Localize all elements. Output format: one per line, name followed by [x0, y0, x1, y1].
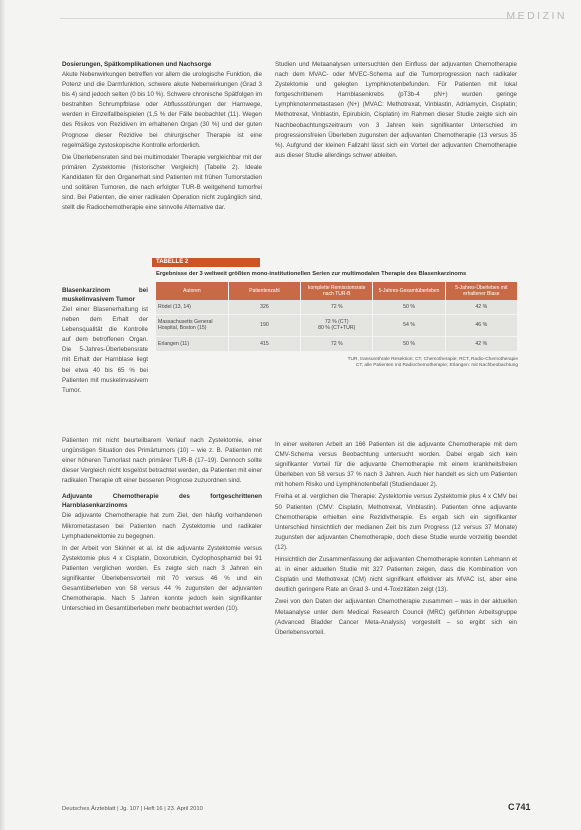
heading-adjuvante-chemotherapie: Adjuvante Chemotherapie des fortgeschrittenen Harnblasenkarzinoms	[62, 493, 262, 510]
table-caption: Ergebnisse der 3 weltweit größten mono-institutionellen Serien zur multimodalen Therapie des Blasenkarzinoms	[156, 271, 467, 277]
table-cell: Rödel (13, 14)	[156, 300, 228, 315]
page-number-value: 741	[515, 802, 531, 812]
heading-blasenkarzinom: Blasenkarzinom bei muskelinvasivem Tumor	[62, 287, 148, 303]
right-column-bottom	[275, 440, 517, 640]
paragraph: Freiha et al. verglichen die Therapie: Zystektomie versus Zystektomie plus 4 x CMV bei 50 Patienten (CMV: Cisplatin, Methotrexat, Vinblastin). Patienten ohne adjuvante Chemotherapie erhielten eine Rezidivtherapie. Es ergab sich ein signifikanter Unterschied hinsichtlich der medianen Zeit bis zum Progress (12 versus 37 Monate) zugunsten der adjuvanten Chemotherapie, doch diese Studie wurde vorzeitig beendet (12).	[275, 493, 517, 551]
paragraph: Die Überlebensraten sind bei multimodaler Therapie vergleichbar mit der primären Zystektomie (historischer Vergleich) (Tabelle 2). Ideale Kandidaten für den Organerhalt sind Patienten mit frühen Tumorstadien und solitären Tumoren, die nach erfolgter TUR-B weitgehend tumorfrei sind. Bei Patienten, die einer radikalen Operation nicht zugänglich sind, stellt die Radiochemotherapie eine sinnvolle Alternative dar.	[62, 153, 262, 212]
table-cell: Massachusetts General Hospital, Boston (15)	[156, 315, 228, 336]
table-cell: 72 %	[301, 336, 373, 351]
table-footnote: TUR, transurethrale Resektion; CT, Chemotherapie; RCT, Radio-Chemotherapie	[347, 356, 518, 362]
page-number	[508, 802, 531, 812]
right-column-top	[275, 60, 517, 163]
table-cell: 42 %	[445, 300, 517, 315]
table-cell: 190	[228, 315, 300, 336]
header-rule	[60, 18, 520, 19]
table-cell: 415	[228, 336, 300, 351]
table-row	[156, 336, 518, 351]
table-row	[156, 300, 518, 315]
table-cell: 46 %	[445, 315, 517, 336]
journal-footer: Deutsches Ärzteblatt | Jg. 107 | Heft 16 | 23. April 2010	[62, 806, 203, 812]
left-column-mid2	[62, 286, 148, 398]
table-header-bladder-survival: 5-Jahres-Überleben mit erhaltener Blase	[445, 282, 517, 300]
table-row	[156, 315, 518, 336]
table-cell: Erlangen (11)	[156, 336, 228, 351]
table-header-authors: Autoren	[156, 282, 228, 300]
table-cell: 72 %	[301, 300, 373, 315]
page-prefix: C	[508, 802, 515, 812]
table-cell: 50 %	[373, 300, 445, 315]
section-title: MEDIZIN	[506, 10, 567, 22]
table-label: TABELLE 2	[152, 258, 260, 267]
table-cell: 50 %	[373, 336, 445, 351]
paragraph: In der Arbeit von Skinner et al. ist die adjuvante Zystektomie versus Zystektomie plus 4 x Cisplatin, Doxorubicin, Cyclophosphamid bei 91 Patienten verglichen worden. Es zeigte sich nach 3 Jahren ein signifikanter Überlebensvorteil mit 70 versus 46 % und ein Gesamtüberleben von 58 versus 44 % zugunsten der adjuvanten Chemotherapie. Nach 5 Jahren konnte jedoch kein signifikanter Unterschied im Gesamtüberleben mehr beobachtet werden (10).	[62, 544, 262, 613]
table-cell: 54 %	[373, 315, 445, 336]
paragraph: Patienten mit nicht beurteilbarem Verlauf nach Zystektomie, einer ungünstigen Situation des Primärtumors (10) – wie z. B. Patienten mit einer höheren Tumorlast nach primärer TUR-B (17–19). Dennoch sollte dieser Vergleich nicht losgelöst betrachtet werden, da Patienten mit einer radikalen Therapie oft einer besseren Prognose zuzuordnen sind.	[62, 437, 262, 485]
paragraph: Die adjuvante Chemotherapie hat zum Ziel, den häufig vorhandenen Mikrometastasen bei Patienten nach Zystektomie und radikaler Lymphadenektomie zu begegnen.	[62, 512, 262, 540]
paragraph: Studien und Metaanalysen untersuchten den Einfluss der adjuvanten Chemotherapie nach dem MVAC- oder MVEC-Schema auf die Tumorprogression nach radikaler Zystektomie und gelegten Lymphknotenbefunden. Für Patienten mit lokal fortgeschrittenem Harnblasenkrebs (pT3b-4 pN+) wurden geringe Lymphknotenmetastasen (N+) (MVAC: Methotrexat, Vinblastin, Adriamycin, Cisplatin; Methotrexat, Vinblastin, Epirubicin, Cisplatin) im Rahmen dieser Studie zeigte sich ein Nachbeobachtungszeitraum von 3 Jahren kein signifikanter Unterschied im progressionsfreien Überleben zugunsten der adjuvanten Chemotherapie (13 versus 35 %). Aufgrund der kleinen Fallzahl lässt sich ein Vorteil der adjuvanten Chemotherapie aus dieser Studie allerdings schwer ableiten.	[275, 61, 517, 159]
table-cell: 326	[228, 300, 300, 315]
results-table	[156, 282, 518, 352]
heading-dosierung: Dosierungen, Spätkomplikationen und Nachsorge	[62, 61, 212, 68]
table-header-patients: Patientenzahl	[228, 282, 300, 300]
paragraph: Akute Nebenwirkungen betreffen vor allem die urologische Funktion, die Potenz und die Darmfunktion, schwere akute Nebenwirkungen (Grad 3 bis 4) sind jedoch selten (0 bis 10 %). Schwere chronische Spätfolgen im bestrahlten Schrumpfblase oder Abflussstörungen der Harnwege, werden in Einzelfallbeispielen (1,5 % der Fälle beobachtet (11). Wegen des Risikos von Rezidiven im erhaltenen Organ (30 %) und der guten Prognose dieser Rezidive bei chirurgischer Therapie ist eine regelmäßige zystoskopische Kontrolle erforderlich.	[62, 71, 262, 149]
table-header-overall-survival: 5-Jahres-Gesamtüberleben	[373, 282, 445, 300]
page-fold-shadow	[0, 0, 6, 830]
table-cell: 72 % (CT) 80 % (CT+TUR)	[301, 315, 373, 336]
paragraph: In einer weiteren Arbeit an 166 Patienten ist die adjuvante Chemotherapie mit dem CMV-Schema versus Beobachtung untersucht worden. Dabei ergab sich kein signifikanter Vorteil für die adjuvante Chemotherapie mit einem krankheitsfreien Überleben von 58 versus 37 % nach 3 Jahren. Auch hier handelt es sich um Patienten mit hohem Risiko und Lymphknotenbefall (Studiendauer 2).	[275, 441, 517, 489]
left-column-top	[62, 60, 262, 215]
table-footnote: CT, alle Patienten mit Radiochemotherapie; Erlangen: mit Nachbeobachtung	[355, 363, 518, 369]
table-cell: 42 %	[445, 336, 517, 351]
paragraph: Hinsichtlich der Zusammenfassung der adjuvanten Chemotherapie konnten Lehmann et al. in einer aktuellen Studie mit 327 Patienten zeigen, dass die Kombination von Cisplatin und Methotrexat (CM) nicht signifikant effektiver als MVAC ist, aber eine deutlich geringere Rate an Grad 3- und 4-Toxizitäten zeigt (13).	[275, 556, 517, 594]
left-column-bottom	[62, 436, 262, 616]
table-header-remission: komplette Remissionsrate nach TUR-B	[301, 282, 373, 300]
paragraph: Zwei von den Daten der adjuvanten Chemotherapie zusammen – was in der aktuellen Metaanalyse unter dem Medical Research Council (MRC) geführten Arbeitsgruppe (Advanced Bladder Cancer Meta-Analysis) vorgestellt – so ergibt sich ein Überlebensvorteil.	[275, 598, 517, 636]
paragraph: Ziel einer Blasenerhaltung ist neben dem Erhalt der Lebensqualität die Kontrolle auf dem betroffenen Organ. Die 5-Jahres-Überlebensrate mit Erhalt der Harnblase liegt bei etwa 40 bis 65 % bei Patienten mit muskelinvasivem Tumor.	[62, 306, 148, 394]
table-2	[152, 258, 522, 430]
